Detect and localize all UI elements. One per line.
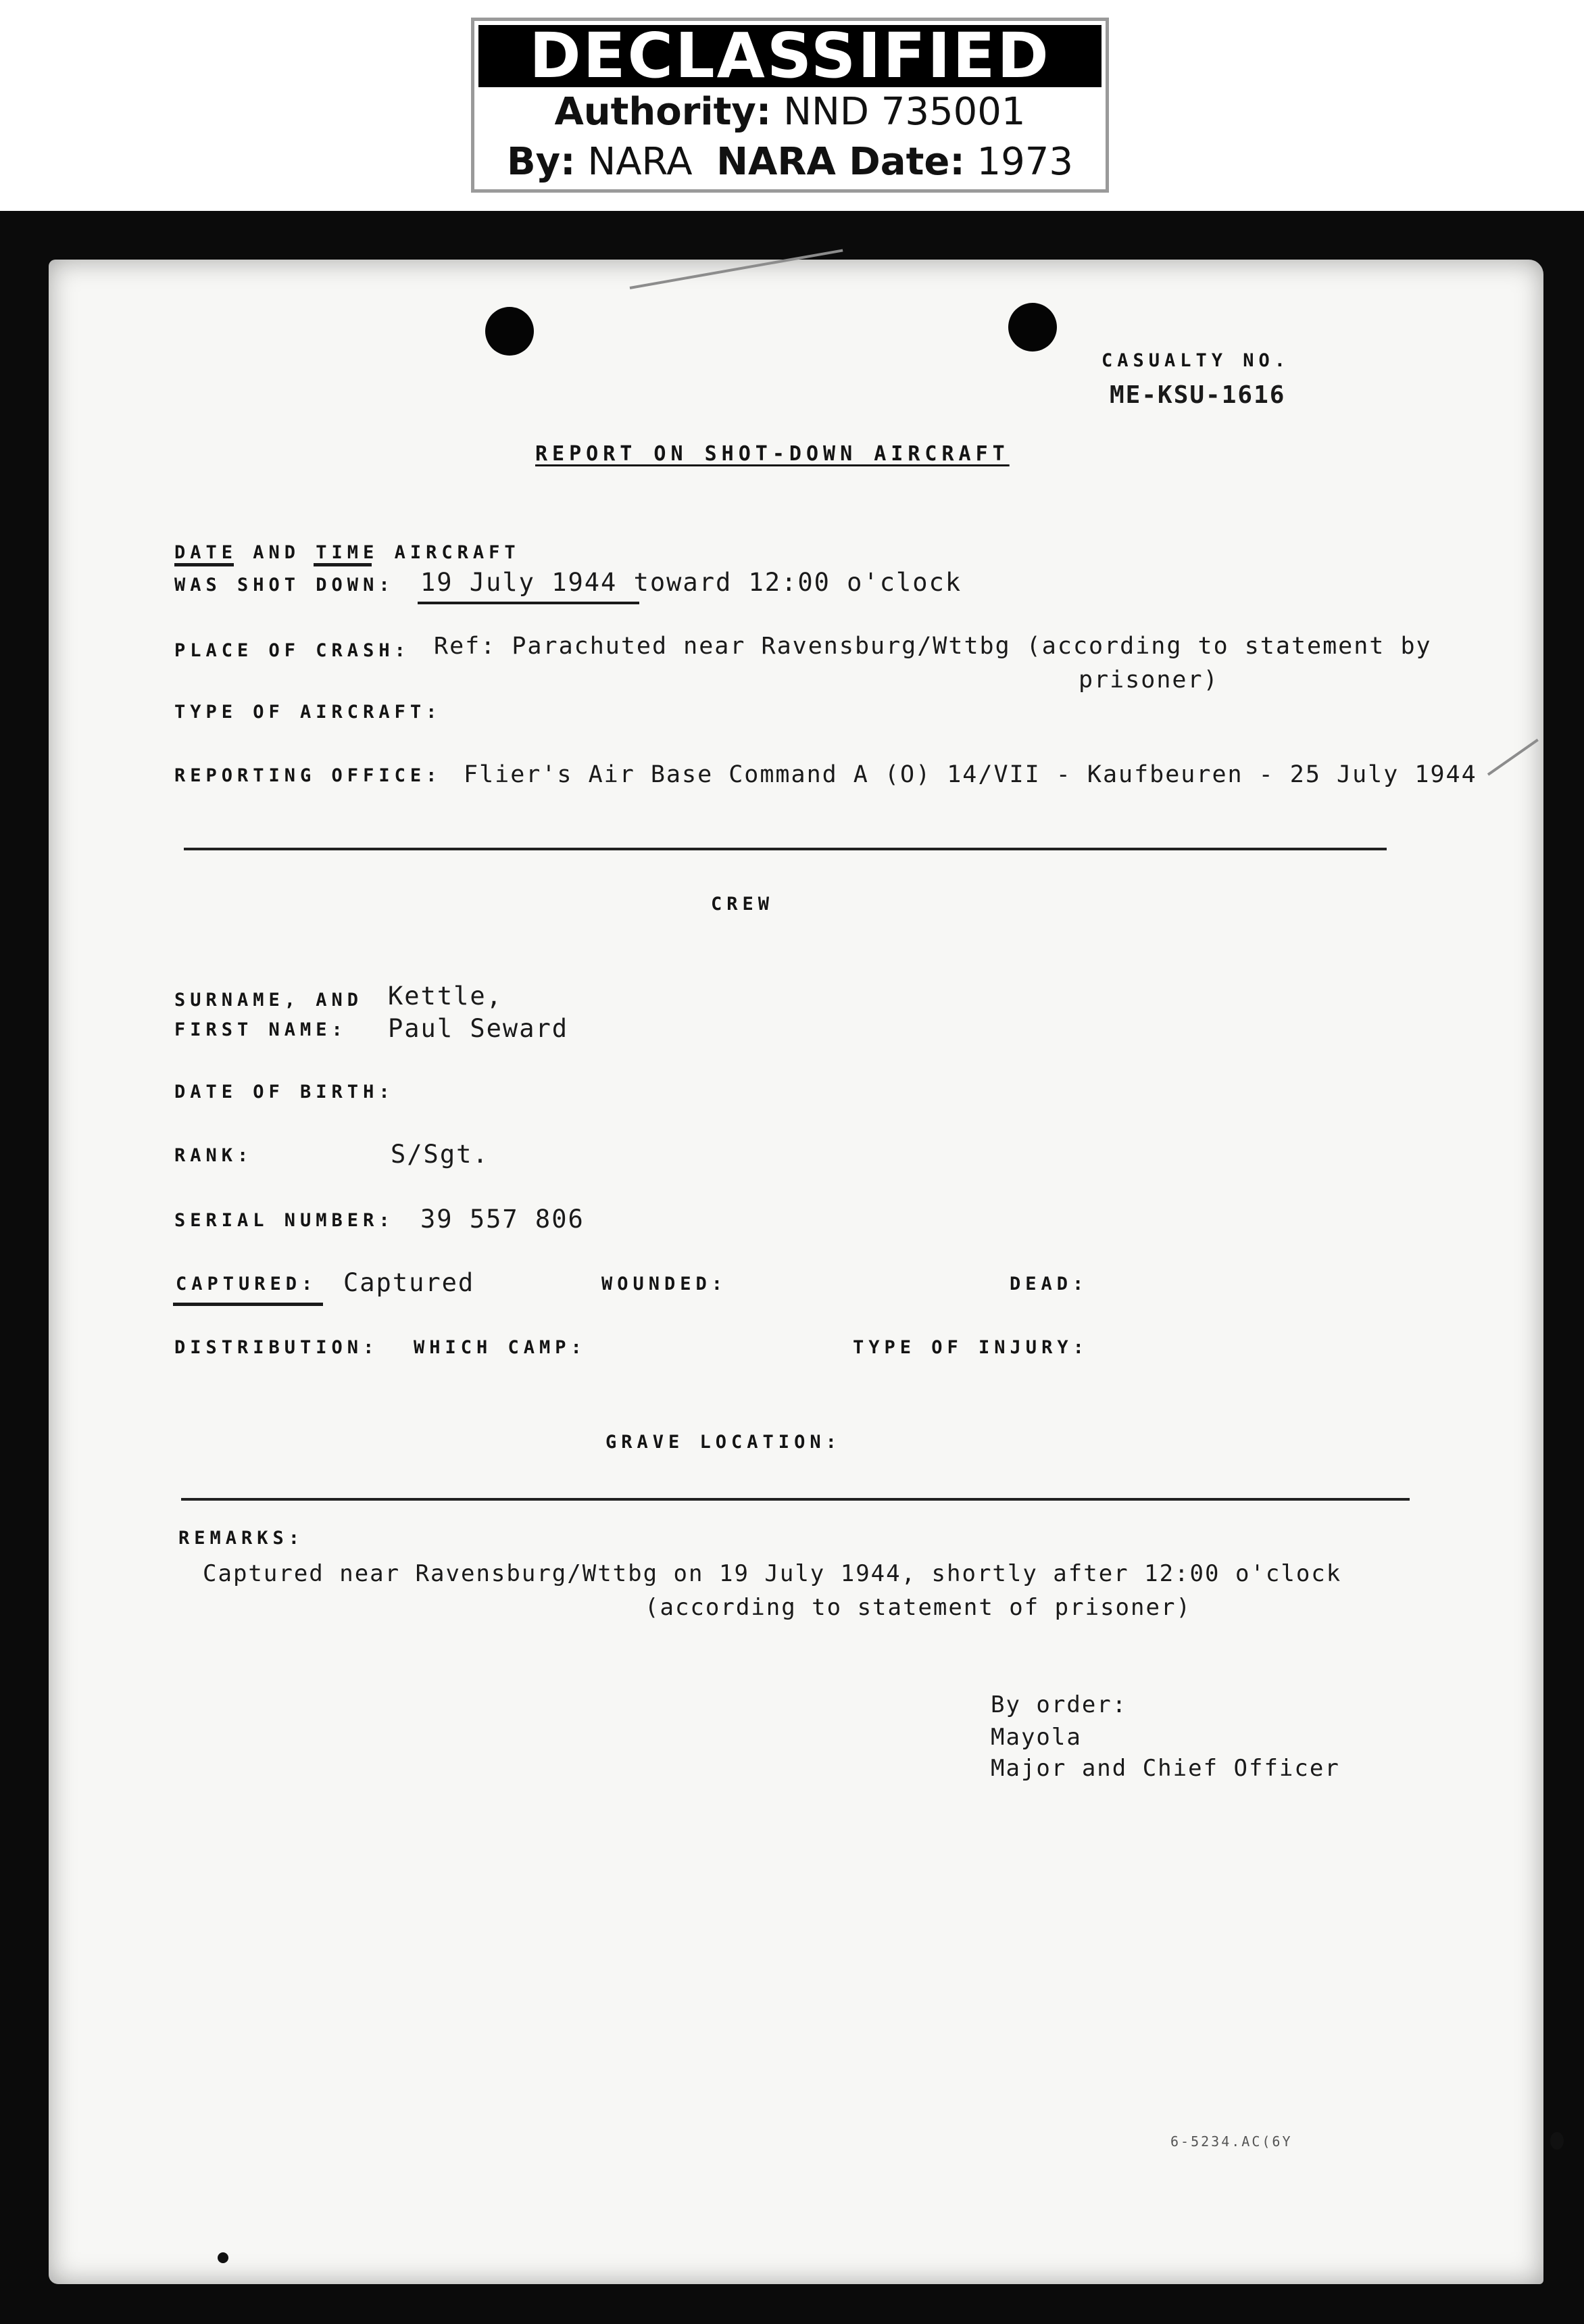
rank-label: RANK: xyxy=(174,1145,253,1166)
scratch-mark xyxy=(1487,739,1539,776)
type-of-aircraft-label: TYPE OF AIRCRAFT: xyxy=(174,702,442,723)
rank-value: S/Sgt. xyxy=(391,1140,489,1169)
casualty-number: ME-KSU-1616 xyxy=(1110,381,1286,409)
section-divider xyxy=(181,1498,1410,1501)
signature-by-order: By order: xyxy=(991,1691,1128,1718)
surname-label-line1: SURNAME, AND xyxy=(174,990,364,1011)
stamp-title: DECLASSIFIED xyxy=(478,25,1102,87)
serial-number-value: 39 557 806 xyxy=(420,1205,585,1234)
punch-hole-left xyxy=(485,307,534,356)
authority-label: Authority: xyxy=(554,90,772,134)
signature-title: Major and Chief Officer xyxy=(991,1755,1340,1782)
place-of-crash-value-line1: Ref: Parachuted near Ravensburg/Wttbg (according to statement by xyxy=(434,633,1432,660)
remarks-label: REMARKS: xyxy=(178,1528,305,1549)
date-time-label-line2: WAS SHOT DOWN: xyxy=(174,575,395,596)
date-time-value: 19 July 1944 toward 12:00 o'clock xyxy=(420,568,962,597)
declassified-stamp xyxy=(471,18,1109,193)
nara-date-value: 1973 xyxy=(976,140,1074,184)
document-title: REPORT ON SHOT-DOWN AIRCRAFT xyxy=(535,442,1010,466)
type-of-injury-label: TYPE OF INJURY: xyxy=(853,1337,1089,1358)
label-underline xyxy=(174,563,234,566)
distribution-label: DISTRIBUTION: xyxy=(174,1337,379,1358)
stamp-authority-line xyxy=(474,87,1106,137)
place-of-crash-value-line2: prisoner) xyxy=(1079,667,1219,694)
authority-value: NND 735001 xyxy=(783,90,1026,134)
captured-underline xyxy=(173,1303,323,1306)
stamp-by-line xyxy=(474,137,1106,187)
captured-label: CAPTURED: xyxy=(176,1274,318,1294)
signature-name: Mayola xyxy=(991,1724,1082,1751)
punch-hole-right xyxy=(1008,303,1057,352)
date-of-birth-label: DATE OF BIRTH: xyxy=(174,1082,395,1103)
wounded-label: WOUNDED: xyxy=(601,1274,728,1294)
dead-label: DEAD: xyxy=(1010,1274,1089,1294)
date-time-label-line1: DATE AND TIME AIRCRAFT xyxy=(174,542,520,563)
document-paper xyxy=(49,260,1543,2284)
surname-value: Kettle, xyxy=(388,982,503,1011)
date-underline xyxy=(418,602,639,604)
label-underline xyxy=(314,563,372,566)
place-of-crash-label: PLACE OF CRASH: xyxy=(174,640,410,661)
nara-date-label: NARA Date: xyxy=(716,140,965,184)
scanned-document-photo xyxy=(0,211,1584,2324)
scratch-mark xyxy=(630,249,843,289)
by-value: NARA xyxy=(587,140,693,184)
captured-value: Captured xyxy=(343,1268,475,1297)
serial-number-label: SERIAL NUMBER: xyxy=(174,1210,395,1231)
section-divider xyxy=(184,848,1387,850)
crew-heading: CREW xyxy=(711,894,774,915)
surname-label-line2: FIRST NAME: xyxy=(174,1019,347,1040)
form-code: 6-5234.AC(6Y xyxy=(1170,2133,1293,2150)
reporting-office-label: REPORTING OFFICE: xyxy=(174,765,442,786)
ink-speck xyxy=(218,2252,228,2263)
which-camp-label: WHICH CAMP: xyxy=(414,1337,587,1358)
by-label: By: xyxy=(506,140,576,184)
casualty-label: CASUALTY NO. xyxy=(1102,350,1291,371)
remarks-line2: (according to statement of prisoner) xyxy=(645,1594,1191,1621)
first-name-value: Paul Seward xyxy=(388,1014,569,1043)
remarks-line1: Captured near Ravensburg/Wttbg on 19 July 1944, shortly after 12:00 o'clock xyxy=(203,1560,1342,1587)
grave-location-label: GRAVE LOCATION: xyxy=(605,1432,841,1453)
ink-speck xyxy=(1550,2132,1564,2150)
reporting-office-value: Flier's Air Base Command A (O) 14/VII - Kaufbeuren - 25 July 1944 xyxy=(464,761,1477,788)
